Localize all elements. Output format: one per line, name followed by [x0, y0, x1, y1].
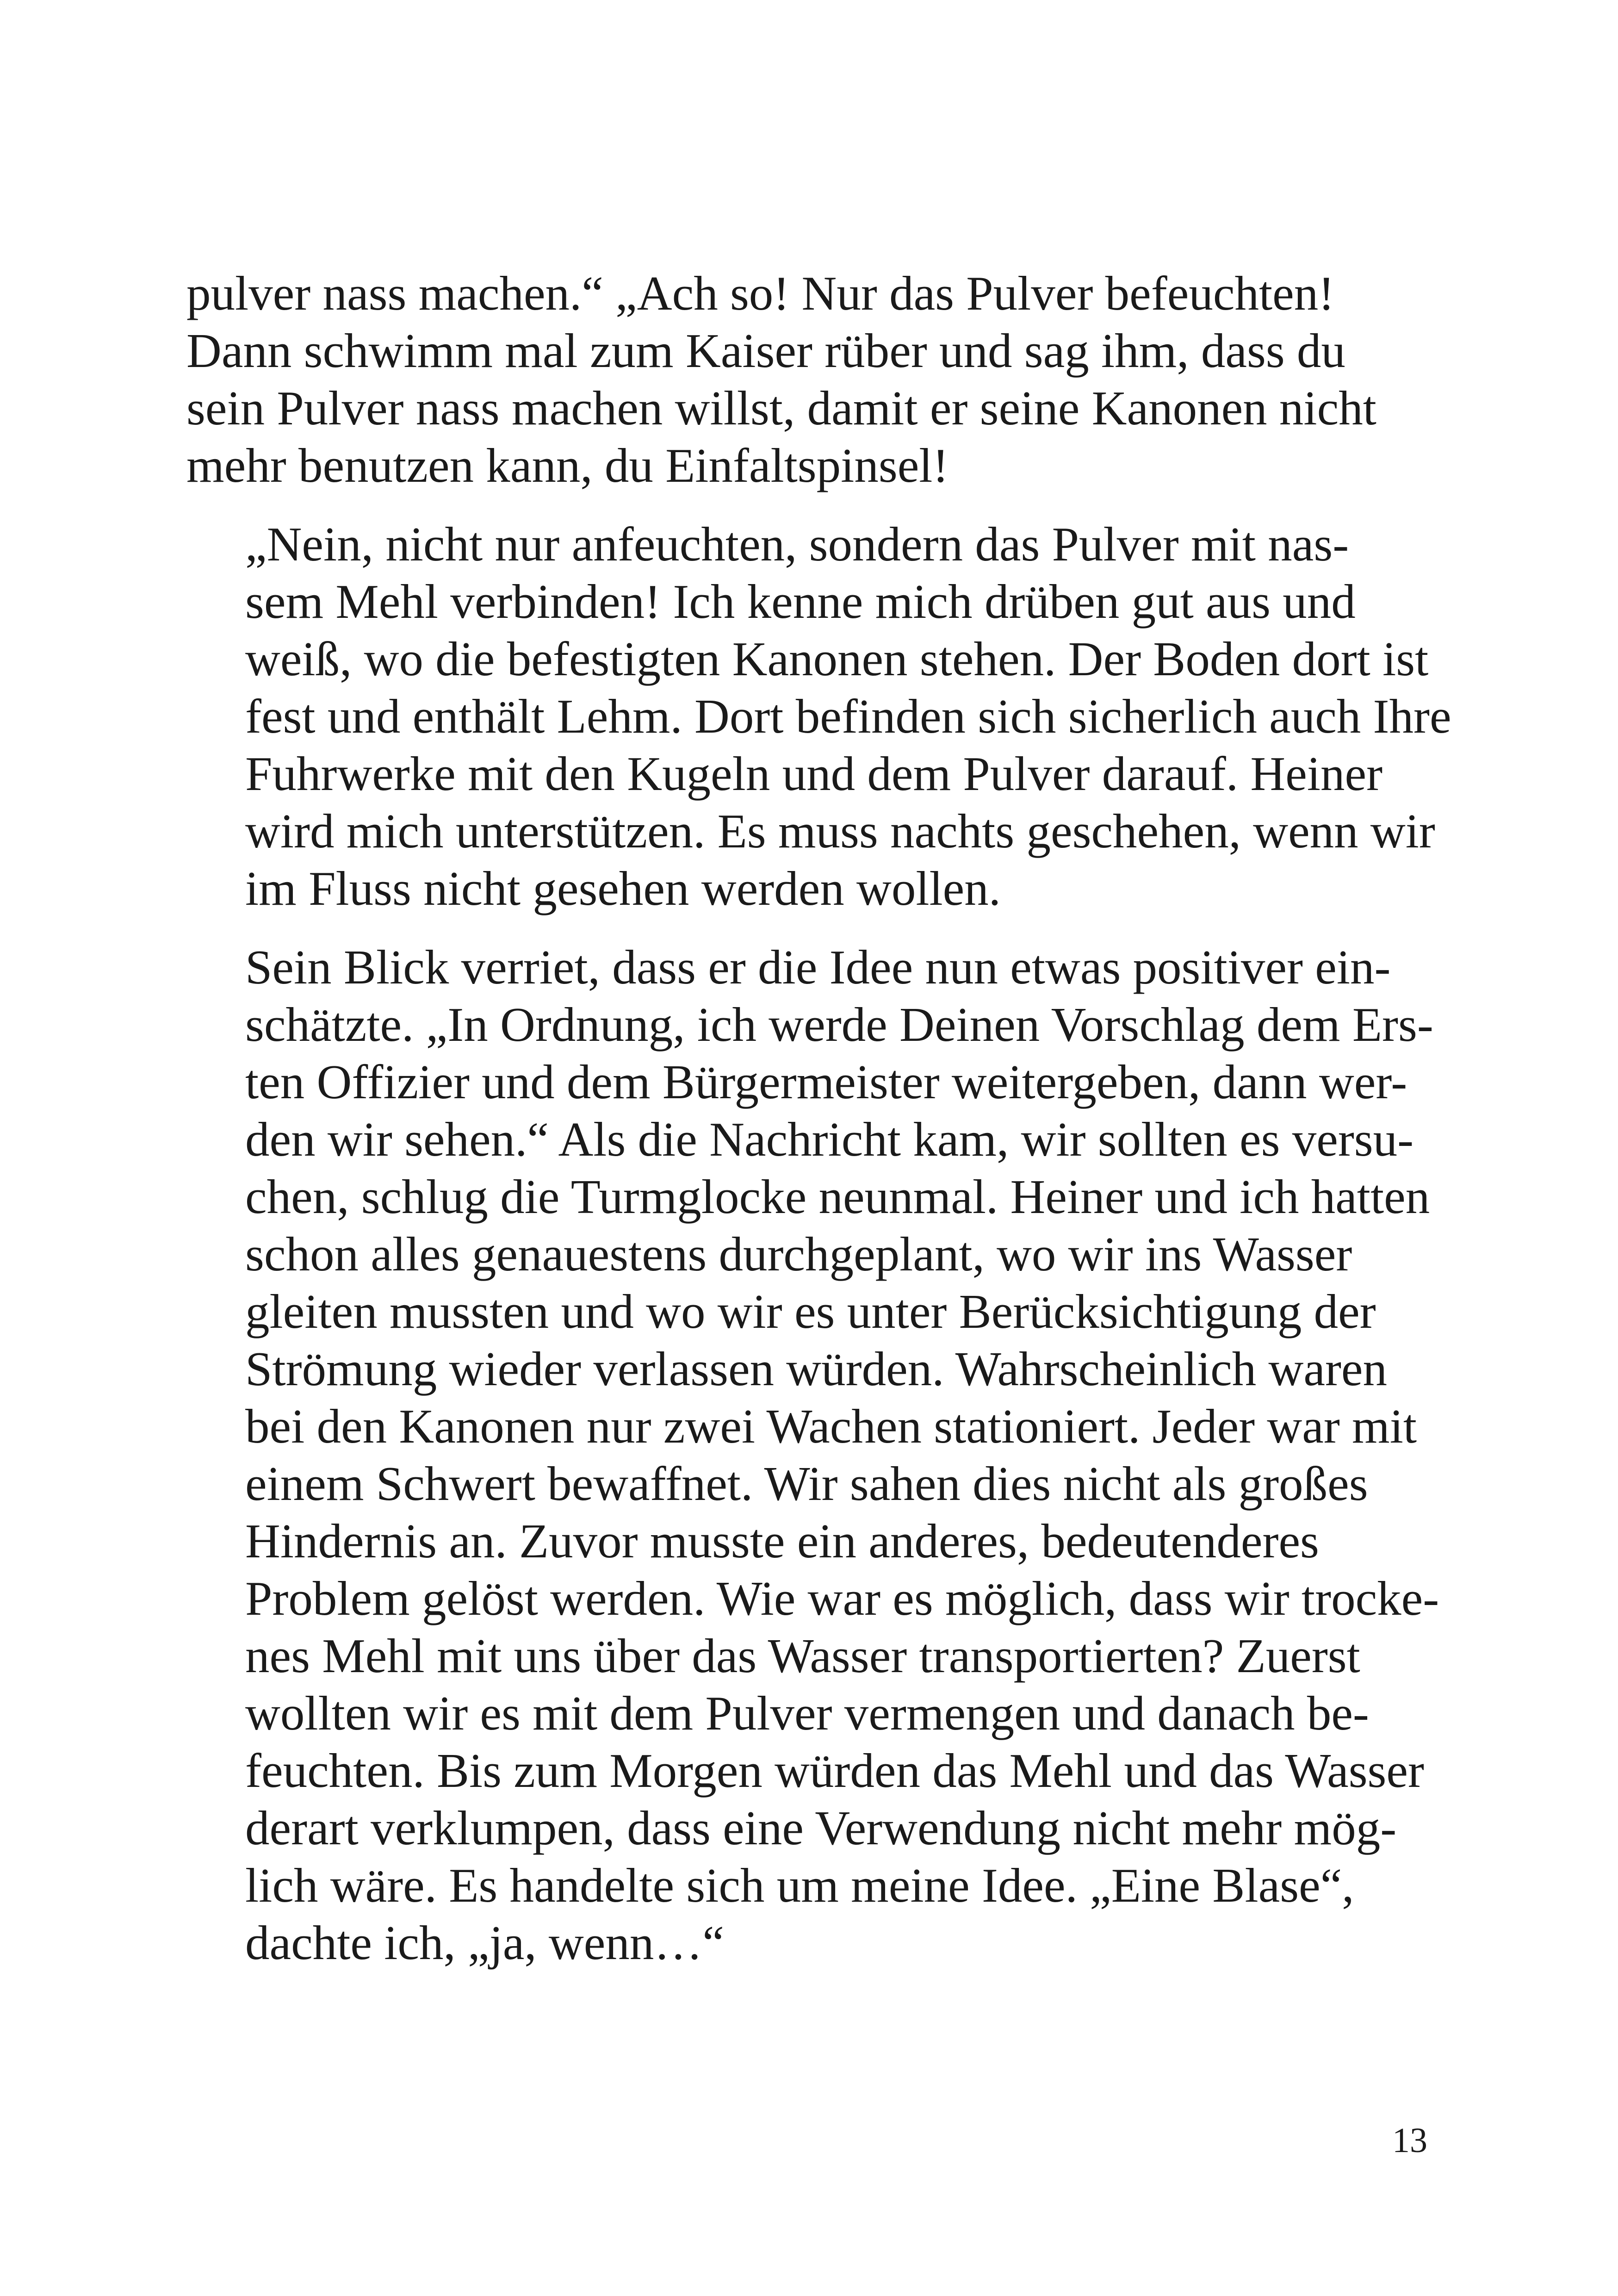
text-line: Hindernis an. Zuvor musste ein anderes, bedeutenderes — [245, 1514, 1319, 1568]
text-line: lich wäre. Es handelte sich um meine Idee. „Eine Blase“, — [245, 1858, 1354, 1912]
text-line: einem Schwert bewaffnet. Wir sahen dies nicht als großes — [245, 1456, 1368, 1511]
body-text — [186, 265, 1451, 1972]
text-line: wird mich unterstützen. Es muss nachts geschehen, wenn wir — [245, 804, 1435, 858]
text-line: pulver nass machen.“ „Ach so! Nur das Pulver befeuchten! — [186, 266, 1335, 320]
text-line: Fuhrwerke mit den Kugeln und dem Pulver darauf. Heiner — [245, 747, 1383, 801]
text-line: schon alles genauestens durchgeplant, wo wir ins Wasser — [245, 1227, 1352, 1281]
text-line: „Nein, nicht nur anfeuchten, sondern das Pulver mit nas- — [245, 517, 1349, 571]
text-line: wollten wir es mit dem Pulver vermengen und danach be- — [245, 1686, 1369, 1740]
text-line: fest und enthält Lehm. Dort befinden sich sicherlich auch Ihre — [245, 689, 1451, 743]
text-line: im Fluss nicht gesehen werden wollen. — [245, 861, 1001, 915]
text-line: Sein Blick verriet, dass er die Idee nun etwas positiver ein- — [245, 940, 1391, 994]
text-line: sein Pulver nass machen willst, damit er seine Kanonen nicht — [186, 381, 1376, 435]
text-line: ten Offizier und dem Bürgermeister weitergeben, dann wer- — [245, 1055, 1407, 1109]
text-line: Problem gelöst werden. Wie war es möglich, dass wir trocke- — [245, 1571, 1439, 1625]
text-line: sem Mehl verbinden! Ich kenne mich drüben gut aus und — [245, 574, 1356, 628]
page-number: 13 — [1392, 2121, 1427, 2160]
paragraph-2 — [186, 516, 1451, 917]
text-line: nes Mehl mit uns über das Wasser transportierten? Zuerst — [245, 1629, 1360, 1683]
text-line: Strömung wieder verlassen würden. Wahrscheinlich waren — [245, 1342, 1388, 1396]
text-line: weiß, wo die befestigten Kanonen stehen. Der Boden dort ist — [245, 632, 1429, 686]
text-line: feuchten. Bis zum Morgen würden das Mehl und das Wasser — [245, 1743, 1424, 1798]
text-line: schätzte. „In Ordnung, ich werde Deinen Vorschlag dem Ers- — [245, 997, 1433, 1052]
text-line: derart verklumpen, dass eine Verwendung nicht mehr mög- — [245, 1801, 1397, 1855]
text-line: mehr benutzen kann, du Einfaltspinsel! — [186, 438, 949, 492]
text-line: den wir sehen.“ Als die Nachricht kam, wir sollten es versu- — [245, 1112, 1414, 1166]
paragraph-3 — [186, 939, 1438, 1972]
text-line: dachte ich, „ja, wenn…“ — [245, 1916, 724, 1970]
text-line: bei den Kanonen nur zwei Wachen stationiert. Jeder war mit — [245, 1399, 1417, 1453]
text-line: gleiten mussten und wo wir es unter Berücksichtigung der — [245, 1284, 1376, 1338]
text-line: Dann schwimm mal zum Kaiser rüber und sag ihm, dass du — [186, 324, 1345, 378]
text-line: chen, schlug die Turmglocke neunmal. Heiner und ich hatten — [245, 1170, 1430, 1224]
paragraph-1 — [186, 265, 1438, 494]
